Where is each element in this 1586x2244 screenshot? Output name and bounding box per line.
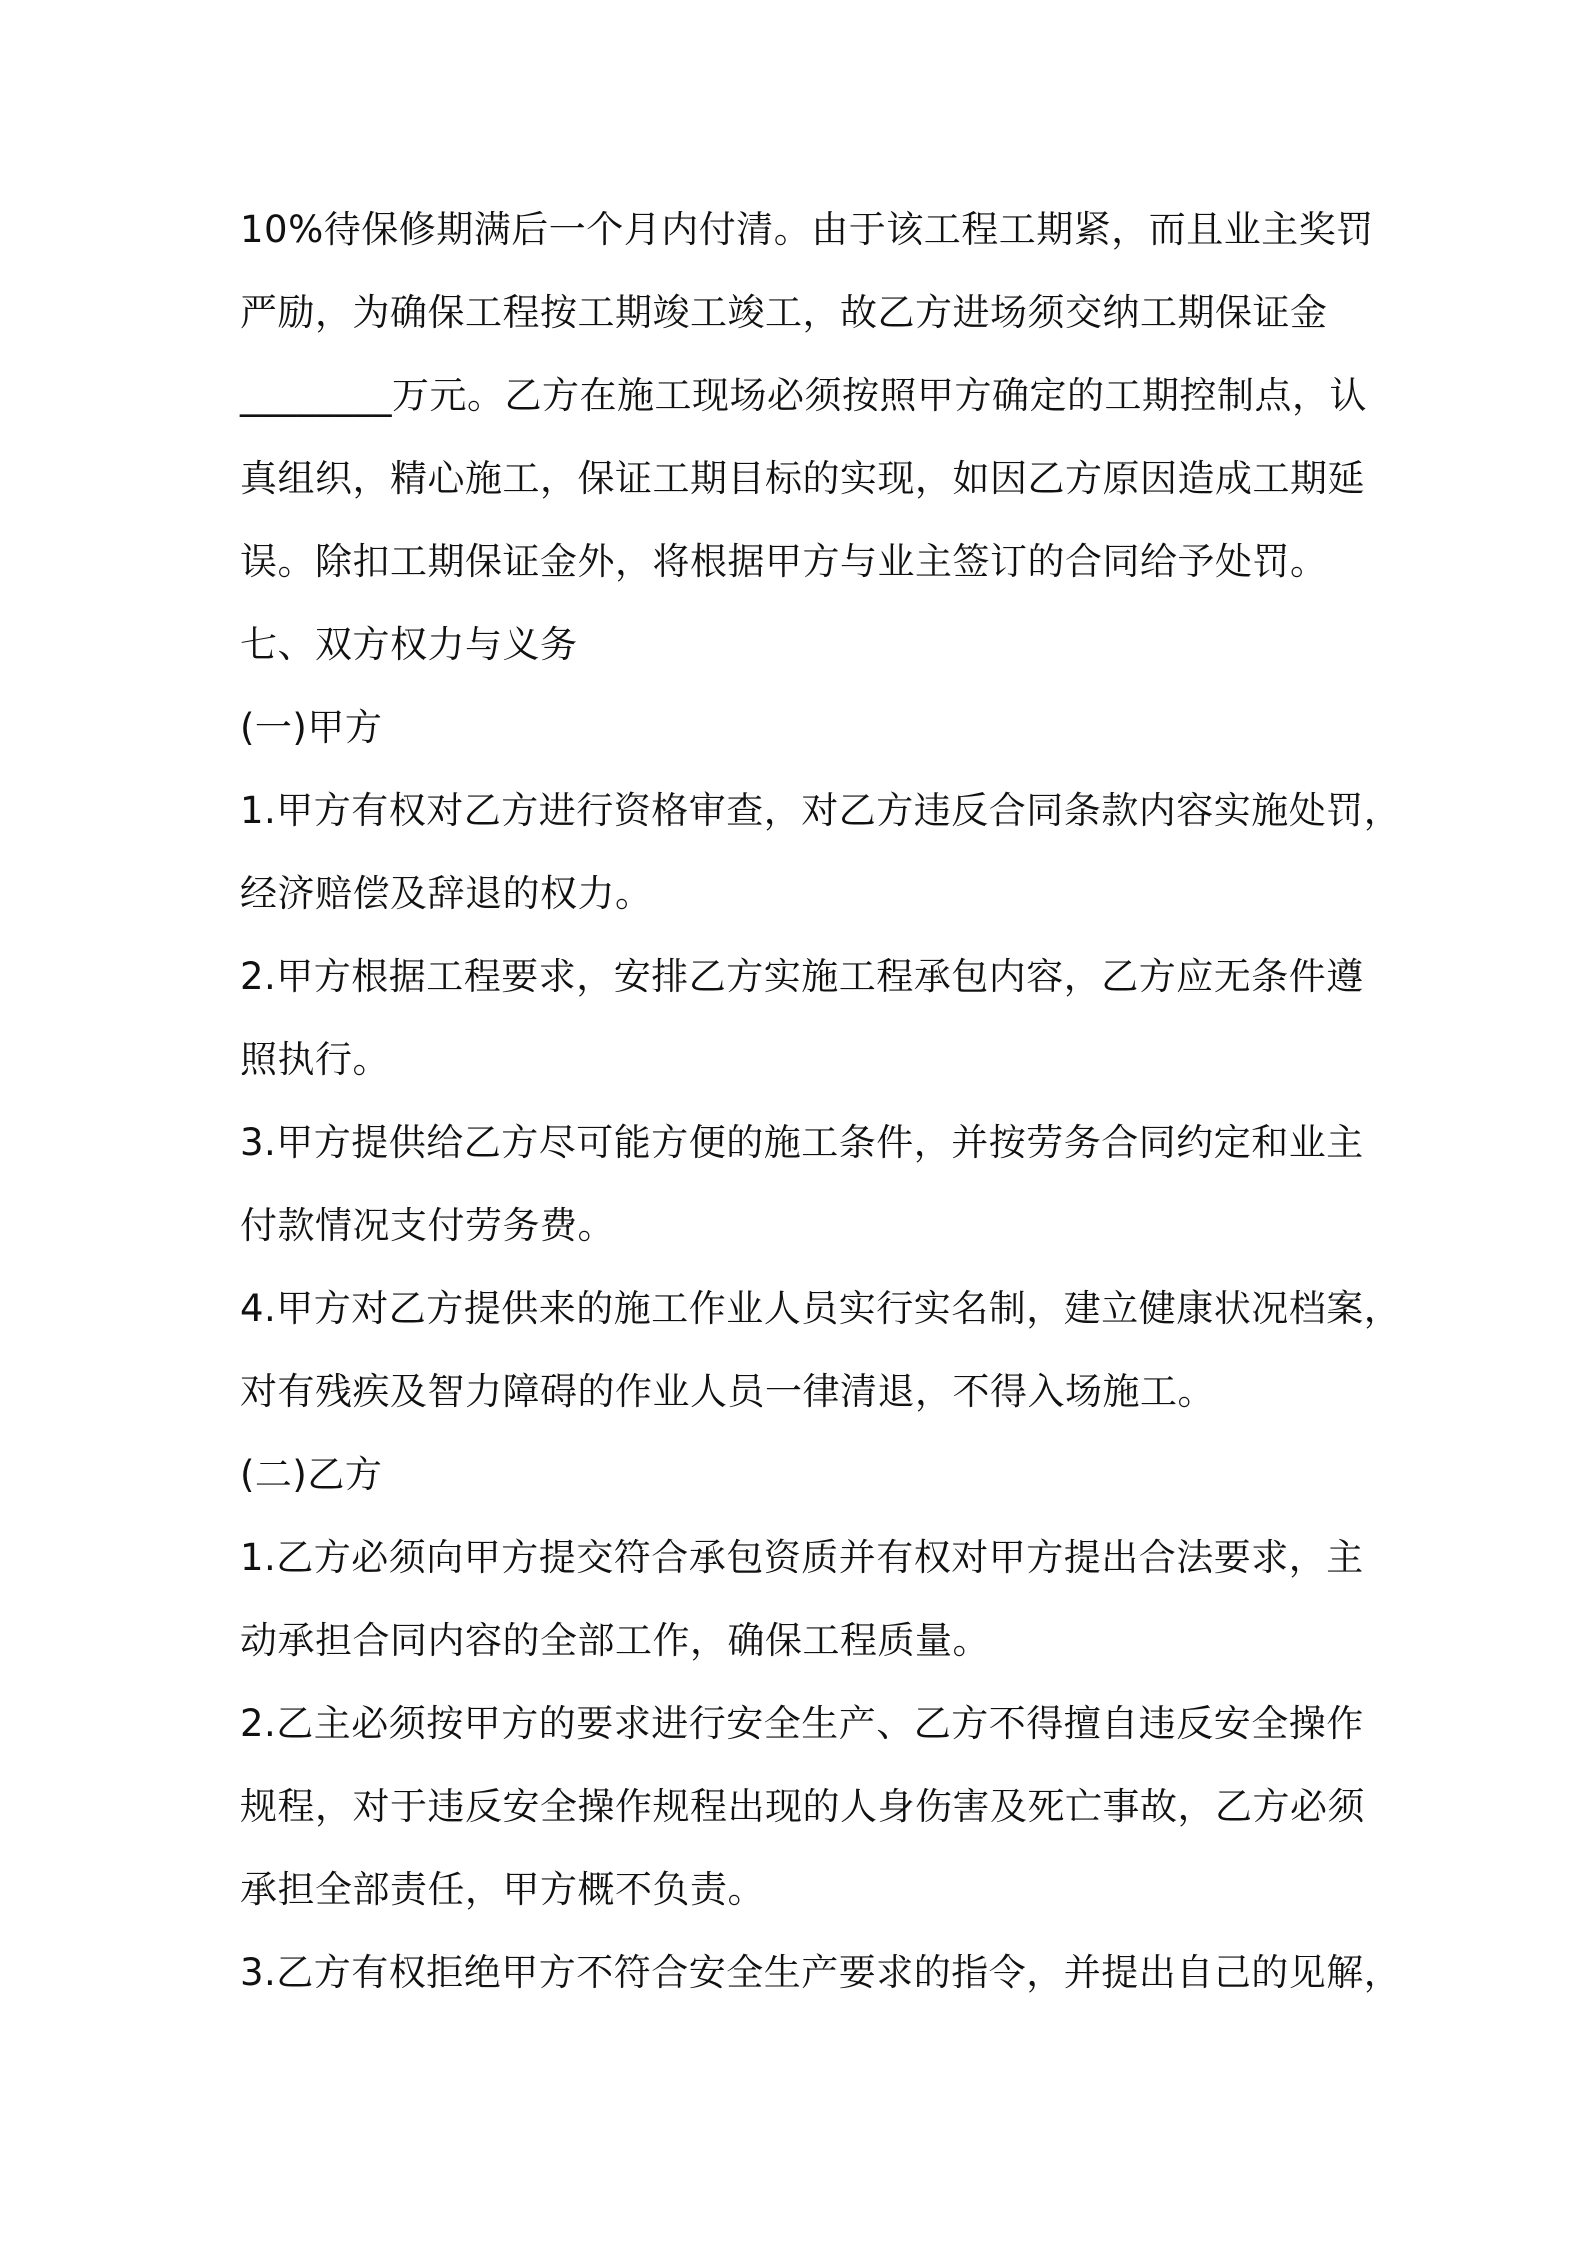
text-line: 承担全部责任，甲方概不负责。 bbox=[240, 1868, 765, 1911]
text-line: 4.甲方对乙方提供来的施工作业人员实行实名制，建立健康状况档案， bbox=[240, 1287, 1402, 1330]
subsection-heading: (二)乙方 bbox=[240, 1453, 383, 1496]
text-line: 3.甲方提供给乙方尽可能方便的施工条件，并按劳务合同约定和业主 bbox=[240, 1121, 1364, 1164]
text-line: ________万元。乙方在施工现场必须按照甲方确定的工期控制点，认 bbox=[240, 374, 1367, 417]
section-heading: 七、双方权力与义务 bbox=[240, 623, 578, 666]
document-body bbox=[240, 188, 1402, 2014]
subsection-heading: (一)甲方 bbox=[240, 706, 383, 749]
text-line: 10%待保修期满后一个月内付清。由于该工程工期紧，而且业主奖罚 bbox=[240, 208, 1374, 251]
text-line: 付款情况支付劳务费。 bbox=[240, 1204, 615, 1247]
text-line: 照执行。 bbox=[240, 1038, 390, 1081]
text-line: 3.乙方有权拒绝甲方不符合安全生产要求的指令，并提出自己的见解， bbox=[240, 1951, 1402, 1994]
text-line: 动承担合同内容的全部工作，确保工程质量。 bbox=[240, 1619, 990, 1662]
text-line: 1.乙方必须向甲方提交符合承包资质并有权对甲方提出合法要求，主 bbox=[240, 1536, 1364, 1579]
text-line: 2.甲方根据工程要求，安排乙方实施工程承包内容，乙方应无条件遵 bbox=[240, 955, 1364, 998]
text-line: 2.乙主必须按甲方的要求进行安全生产、乙方不得擅自违反安全操作 bbox=[240, 1702, 1364, 1745]
text-line: 真组织，精心施工，保证工期目标的实现，如因乙方原因造成工期延 bbox=[240, 457, 1365, 500]
text-line: 对有残疾及智力障碍的作业人员一律清退，不得入场施工。 bbox=[240, 1370, 1215, 1413]
text-line: 误。除扣工期保证金外，将根据甲方与业主签订的合同给予处罚。 bbox=[240, 540, 1328, 583]
text-line: 严励，为确保工程按工期竣工竣工，故乙方进场须交纳工期保证金 bbox=[240, 291, 1328, 334]
text-line: 经济赔偿及辞退的权力。 bbox=[240, 872, 653, 915]
text-line: 规程，对于违反安全操作规程出现的人身伤害及死亡事故，乙方必须 bbox=[240, 1785, 1365, 1828]
text-line: 1.甲方有权对乙方进行资格审查，对乙方违反合同条款内容实施处罚， bbox=[240, 789, 1402, 832]
